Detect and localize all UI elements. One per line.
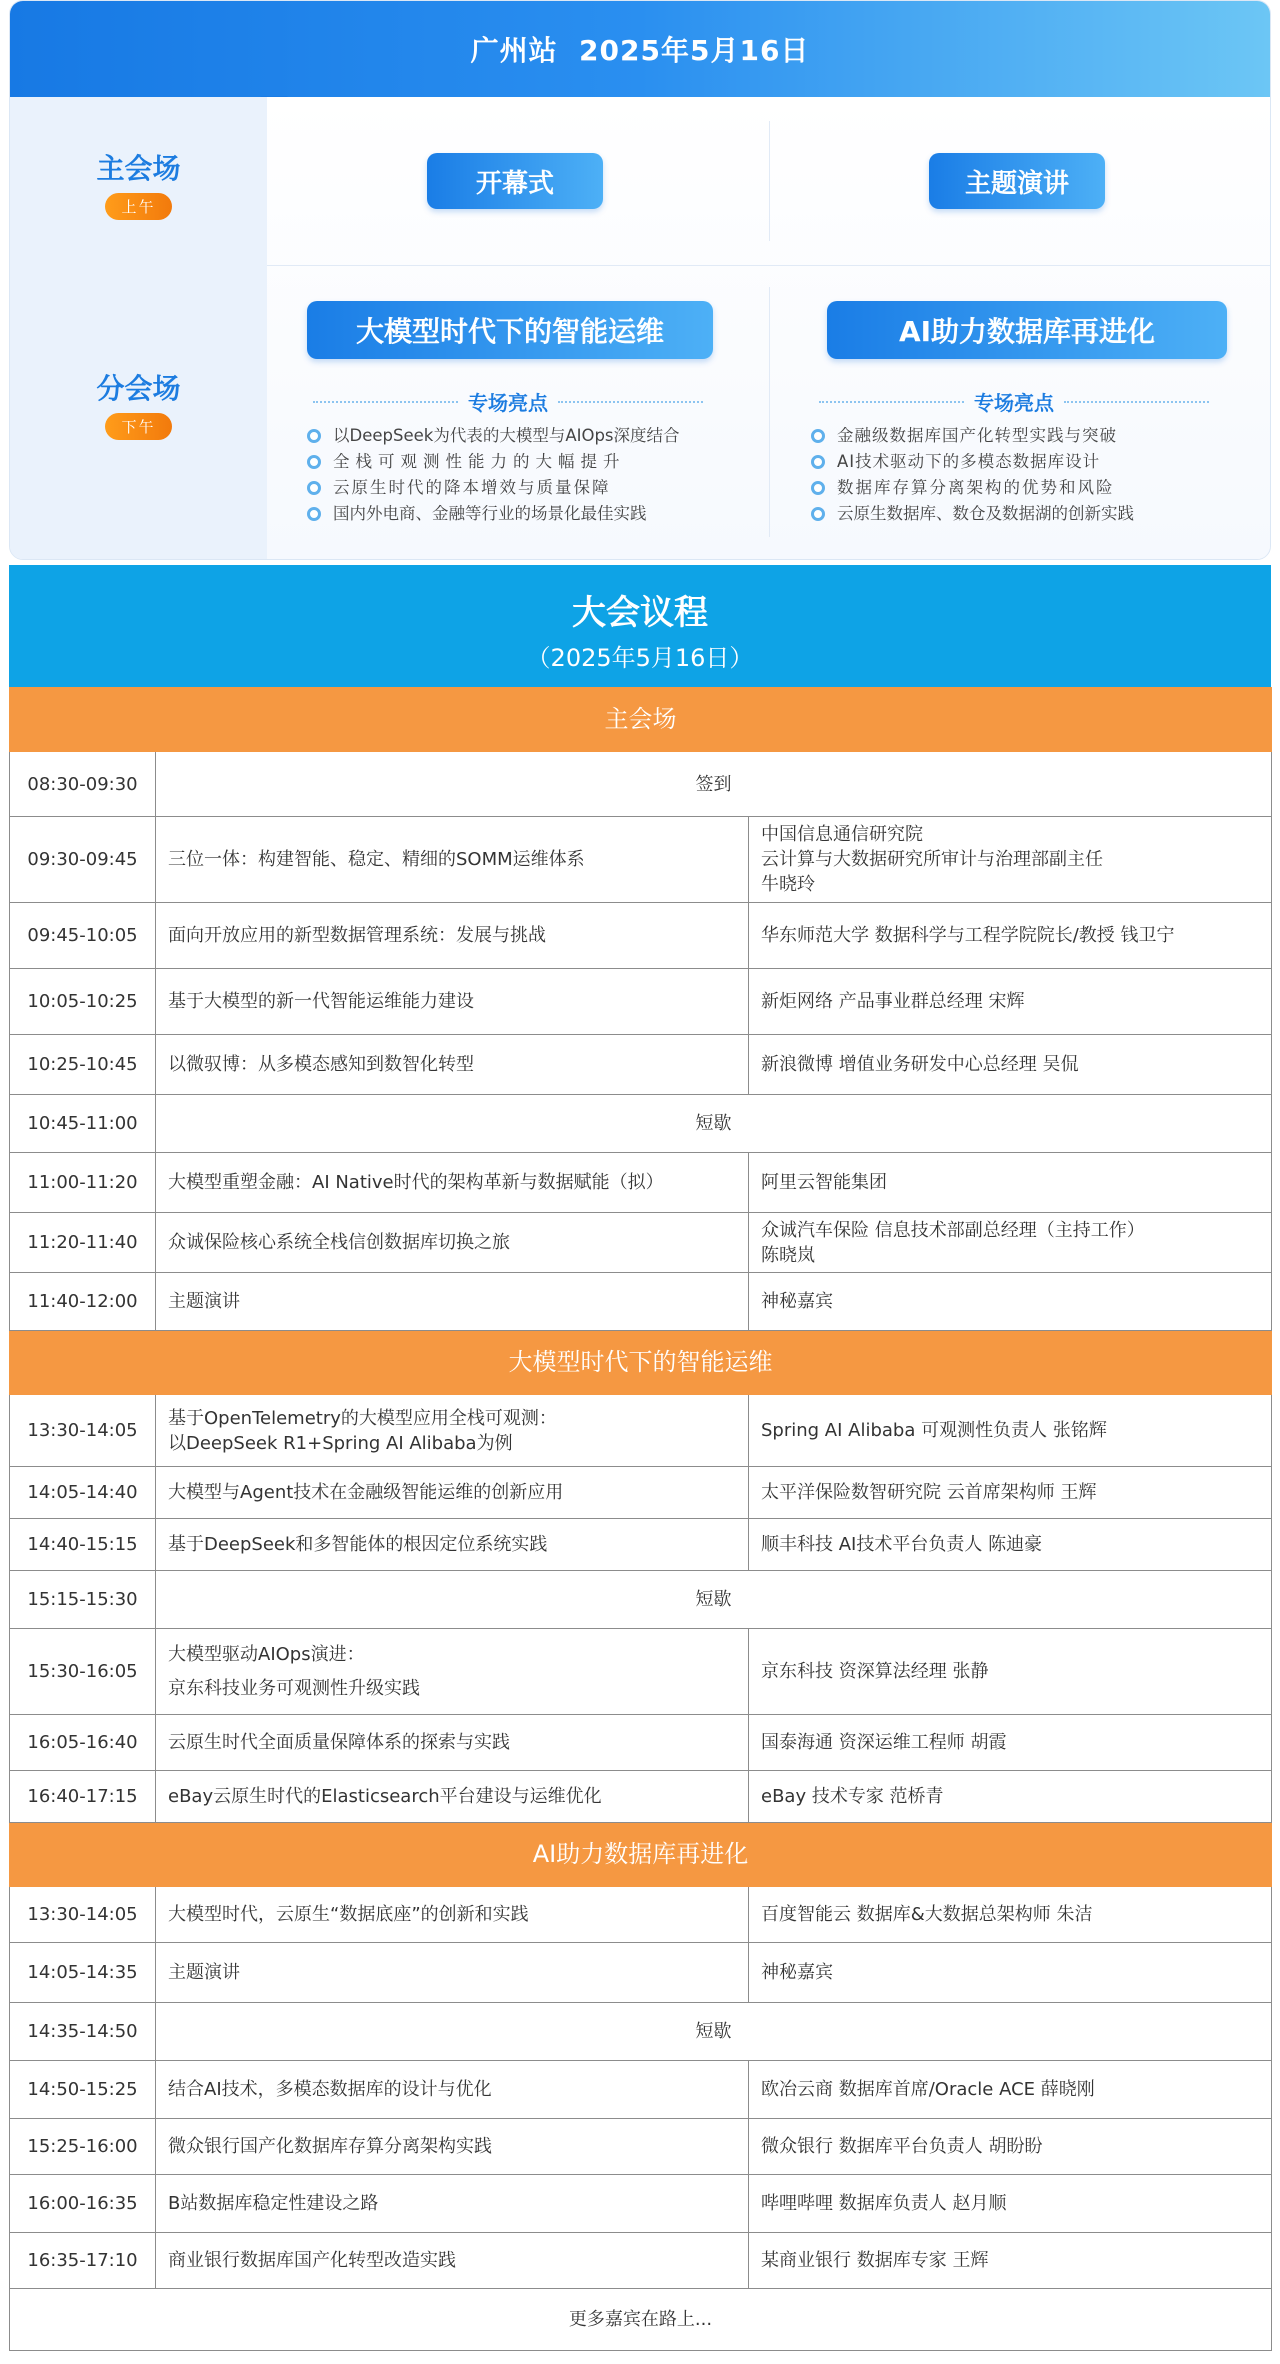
session-speaker: 新浪微博 增值业务研发中心总经理 吴侃 — [749, 1035, 1272, 1095]
highlight-item — [307, 501, 727, 527]
session-topic: 结合AI技术，多模态数据库的设计与优化 — [156, 2061, 749, 2119]
agenda-row — [10, 2003, 1272, 2061]
section-title: AI助力数据库再进化 — [10, 1823, 1272, 1887]
agenda-row — [10, 1467, 1272, 1519]
session-speaker: 微众银行 数据库平台负责人 胡盼盼 — [749, 2119, 1272, 2175]
session-time: 10:45-11:00 — [10, 1095, 156, 1153]
track-database-button[interactable] — [827, 301, 1227, 359]
sub-venue-name: 分会场 — [96, 372, 181, 405]
main-venue-name: 主会场 — [96, 152, 181, 185]
session-topic: 主题演讲 — [156, 1273, 749, 1331]
dotted-line — [313, 401, 458, 403]
session-time: 14:35-14:50 — [10, 2003, 156, 2061]
session-topic: 大模型驱动AIOps演进： 京东科技业务可观测性升级实践 — [156, 1629, 749, 1715]
section-header-row — [10, 688, 1272, 752]
session-time: 14:40-15:15 — [10, 1519, 156, 1571]
agenda-row — [10, 1943, 1272, 2003]
highlight-text: AI技术驱动下的多模态数据库设计 — [837, 452, 1101, 471]
agenda-row — [10, 2175, 1272, 2233]
session-speaker: 欧冶云商 数据库首席/Oracle ACE 薛晓刚 — [749, 2061, 1272, 2119]
highlight-item — [307, 475, 727, 501]
session-topic: 商业银行数据库国产化转型改造实践 — [156, 2233, 749, 2289]
session-topic: 以微驭博：从多模态感知到数智化转型 — [156, 1035, 749, 1095]
circle-bullet-icon — [811, 455, 825, 469]
session-speaker: 百度智能云 数据库&大数据总架构师 朱洁 — [749, 1887, 1272, 1943]
highlight-item — [307, 449, 727, 475]
session-topic: 基于大模型的新一代智能运维能力建设 — [156, 969, 749, 1035]
agenda-date: （2025年5月16日） — [526, 644, 754, 672]
session-time: 13:30-14:05 — [10, 1395, 156, 1467]
highlight-text: 金融级数据库国产化转型实践与突破 — [837, 426, 1117, 445]
session-time: 15:30-16:05 — [10, 1629, 156, 1715]
highlight-text: 国内外电商、金融等行业的场景化最佳实践 — [333, 504, 647, 523]
track-database-highlights — [811, 423, 1231, 527]
session-topic: 签到 — [156, 752, 1272, 817]
session-time: 09:30-09:45 — [10, 817, 156, 903]
highlight-text: 数据库存算分离架构的优势和风险 — [837, 478, 1115, 497]
session-topic: eBay云原生时代的Elasticsearch平台建设与运维优化 — [156, 1771, 749, 1823]
highlight-item — [811, 449, 1231, 475]
session-speaker: 众诚汽车保险 信息技术部副总经理（主持工作） 陈晓岚 — [749, 1213, 1272, 1273]
session-time: 15:15-15:30 — [10, 1571, 156, 1629]
agenda-title: 大会议程 — [572, 593, 708, 633]
agenda-footer-row — [10, 2289, 1272, 2351]
session-time: 11:20-11:40 — [10, 1213, 156, 1273]
session-time: 15:25-16:00 — [10, 2119, 156, 2175]
track-aiops-title: 大模型时代下的智能运维 — [355, 315, 664, 348]
session-time: 09:45-10:05 — [10, 903, 156, 969]
opening-ceremony-button[interactable] — [427, 153, 603, 209]
agenda-row — [10, 1213, 1272, 1273]
agenda-row — [10, 1715, 1272, 1771]
agenda-row — [10, 1035, 1272, 1095]
session-speaker: 顺丰科技 AI技术平台负责人 陈迪豪 — [749, 1519, 1272, 1571]
session-topic: 云原生时代全面质量保障体系的探索与实践 — [156, 1715, 749, 1771]
agenda-row — [10, 1273, 1272, 1331]
session-topic: 大模型时代，云原生“数据底座”的创新和实践 — [156, 1887, 749, 1943]
opening-ceremony-label: 开幕式 — [475, 168, 554, 199]
session-time: 14:50-15:25 — [10, 2061, 156, 2119]
session-topic: B站数据库稳定性建设之路 — [156, 2175, 749, 2233]
keynote-button[interactable] — [929, 153, 1105, 209]
session-topic: 主题演讲 — [156, 1943, 749, 2003]
highlight-text: 云原生时代的降本增效与质量保障 — [333, 478, 611, 497]
main-venue-label — [10, 147, 267, 220]
circle-bullet-icon — [811, 429, 825, 443]
session-time: 16:40-17:15 — [10, 1771, 156, 1823]
circle-bullet-icon — [307, 507, 321, 521]
track-aiops-highlights — [307, 423, 727, 527]
agenda-row — [10, 903, 1272, 969]
track-aiops-button[interactable] — [307, 301, 713, 359]
session-time: 13:30-14:05 — [10, 1887, 156, 1943]
highlight-item — [811, 475, 1231, 501]
circle-bullet-icon — [307, 429, 321, 443]
city-date-title: 广州站 2025年5月16日 — [470, 34, 810, 67]
agenda-row — [10, 752, 1272, 817]
keynote-label: 主题演讲 — [964, 168, 1069, 199]
highlight-text: 云原生数据库、数仓及数据湖的创新实践 — [837, 504, 1134, 523]
dotted-line — [1064, 401, 1209, 403]
session-time: 14:05-14:40 — [10, 1467, 156, 1519]
session-topic: 三位一体：构建智能、稳定、精细的SOMM运维体系 — [156, 817, 749, 903]
session-speaker: 神秘嘉宾 — [749, 1273, 1272, 1331]
highlight-item — [307, 423, 727, 449]
session-topic: 众诚保险核心系统全栈信创数据库切换之旅 — [156, 1213, 749, 1273]
circle-bullet-icon — [307, 455, 321, 469]
highlight-text: 全栈可观测性能力的大幅提升 — [333, 452, 626, 471]
agenda-row — [10, 817, 1272, 903]
highlight-item — [811, 501, 1231, 527]
session-time: 16:35-17:10 — [10, 2233, 156, 2289]
agenda-row — [10, 2119, 1272, 2175]
session-topic: 基于DeepSeek和多智能体的根因定位系统实践 — [156, 1519, 749, 1571]
session-time: 10:25-10:45 — [10, 1035, 156, 1095]
venue-label-column — [10, 97, 267, 560]
section-title: 主会场 — [10, 688, 1272, 752]
track-aiops-highlight-label: 专场亮点 — [468, 391, 548, 415]
session-speaker: Spring AI Alibaba 可观测性负责人 张铭辉 — [749, 1395, 1272, 1467]
main-venue-divider — [769, 121, 770, 241]
track-database-title: AI助力数据库再进化 — [898, 315, 1156, 348]
venue-overview-card — [9, 0, 1271, 560]
more-guests-note: 更多嘉宾在路上... — [10, 2289, 1272, 2351]
session-topic: 短歇 — [156, 1571, 1272, 1629]
sub-venue-divider — [769, 287, 770, 537]
agenda-table — [9, 687, 1272, 2351]
agenda-row — [10, 1153, 1272, 1213]
session-speaker: 哔哩哔哩 数据库负责人 赵月顺 — [749, 2175, 1272, 2233]
agenda-row — [10, 969, 1272, 1035]
session-speaker: 阿里云智能集团 — [749, 1153, 1272, 1213]
session-speaker: 京东科技 资深算法经理 张静 — [749, 1629, 1272, 1715]
session-time: 16:00-16:35 — [10, 2175, 156, 2233]
agenda-row — [10, 1771, 1272, 1823]
track-aiops-highlight-heading — [303, 387, 713, 416]
section-header-row — [10, 1823, 1272, 1887]
venue-content-area — [267, 97, 1271, 560]
session-topic: 短歇 — [156, 2003, 1272, 2061]
circle-bullet-icon — [307, 481, 321, 495]
session-topic: 基于OpenTelemetry的大模型应用全栈可观测： 以DeepSeek R1+Spring AI Alibaba为例 — [156, 1395, 749, 1467]
dotted-line — [558, 401, 703, 403]
venue-row-divider — [267, 265, 1271, 266]
session-time: 10:05-10:25 — [10, 969, 156, 1035]
sub-venue-time-badge: 下午 — [105, 413, 171, 440]
session-time: 11:40-12:00 — [10, 1273, 156, 1331]
session-topic: 面向开放应用的新型数据管理系统：发展与挑战 — [156, 903, 749, 969]
session-speaker: 华东师范大学 数据科学与工程学院院长/教授 钱卫宁 — [749, 903, 1272, 969]
agenda-header — [9, 565, 1271, 687]
agenda-row — [10, 2233, 1272, 2289]
session-time: 11:00-11:20 — [10, 1153, 156, 1213]
session-topic: 大模型重塑金融：AI Native时代的架构革新与数据赋能（拟） — [156, 1153, 749, 1213]
agenda-row — [10, 1095, 1272, 1153]
agenda-row — [10, 1395, 1272, 1467]
agenda-row — [10, 1887, 1272, 1943]
section-header-row — [10, 1331, 1272, 1395]
section-title: 大模型时代下的智能运维 — [10, 1331, 1272, 1395]
agenda-row — [10, 1629, 1272, 1715]
agenda-row — [10, 1571, 1272, 1629]
session-topic: 大模型与Agent技术在金融级智能运维的创新应用 — [156, 1467, 749, 1519]
highlight-text: 以DeepSeek为代表的大模型与AIOps深度结合 — [333, 426, 680, 445]
session-speaker: 国泰海通 资深运维工程师 胡霞 — [749, 1715, 1272, 1771]
session-topic: 微众银行国产化数据库存算分离架构实践 — [156, 2119, 749, 2175]
agenda-row — [10, 1519, 1272, 1571]
session-speaker: 神秘嘉宾 — [749, 1943, 1272, 2003]
session-speaker: 新炬网络 产品事业群总经理 宋辉 — [749, 969, 1272, 1035]
city-date-header — [10, 1, 1270, 97]
highlight-item — [811, 423, 1231, 449]
sub-venue-label — [10, 367, 267, 440]
track-database-highlight-label: 专场亮点 — [974, 391, 1054, 415]
circle-bullet-icon — [811, 481, 825, 495]
dotted-line — [819, 401, 964, 403]
session-speaker: eBay 技术专家 范桥青 — [749, 1771, 1272, 1823]
agenda-row — [10, 2061, 1272, 2119]
session-time: 16:05-16:40 — [10, 1715, 156, 1771]
circle-bullet-icon — [811, 507, 825, 521]
track-database-highlight-heading — [809, 387, 1219, 416]
main-venue-time-badge: 上午 — [105, 193, 171, 220]
session-speaker: 中国信息通信研究院 云计算与大数据研究所审计与治理部副主任 牛晓玲 — [749, 817, 1272, 903]
session-speaker: 某商业银行 数据库专家 王辉 — [749, 2233, 1272, 2289]
session-time: 08:30-09:30 — [10, 752, 156, 817]
session-time: 14:05-14:35 — [10, 1943, 156, 2003]
session-speaker: 太平洋保险数智研究院 云首席架构师 王辉 — [749, 1467, 1272, 1519]
session-topic: 短歇 — [156, 1095, 1272, 1153]
